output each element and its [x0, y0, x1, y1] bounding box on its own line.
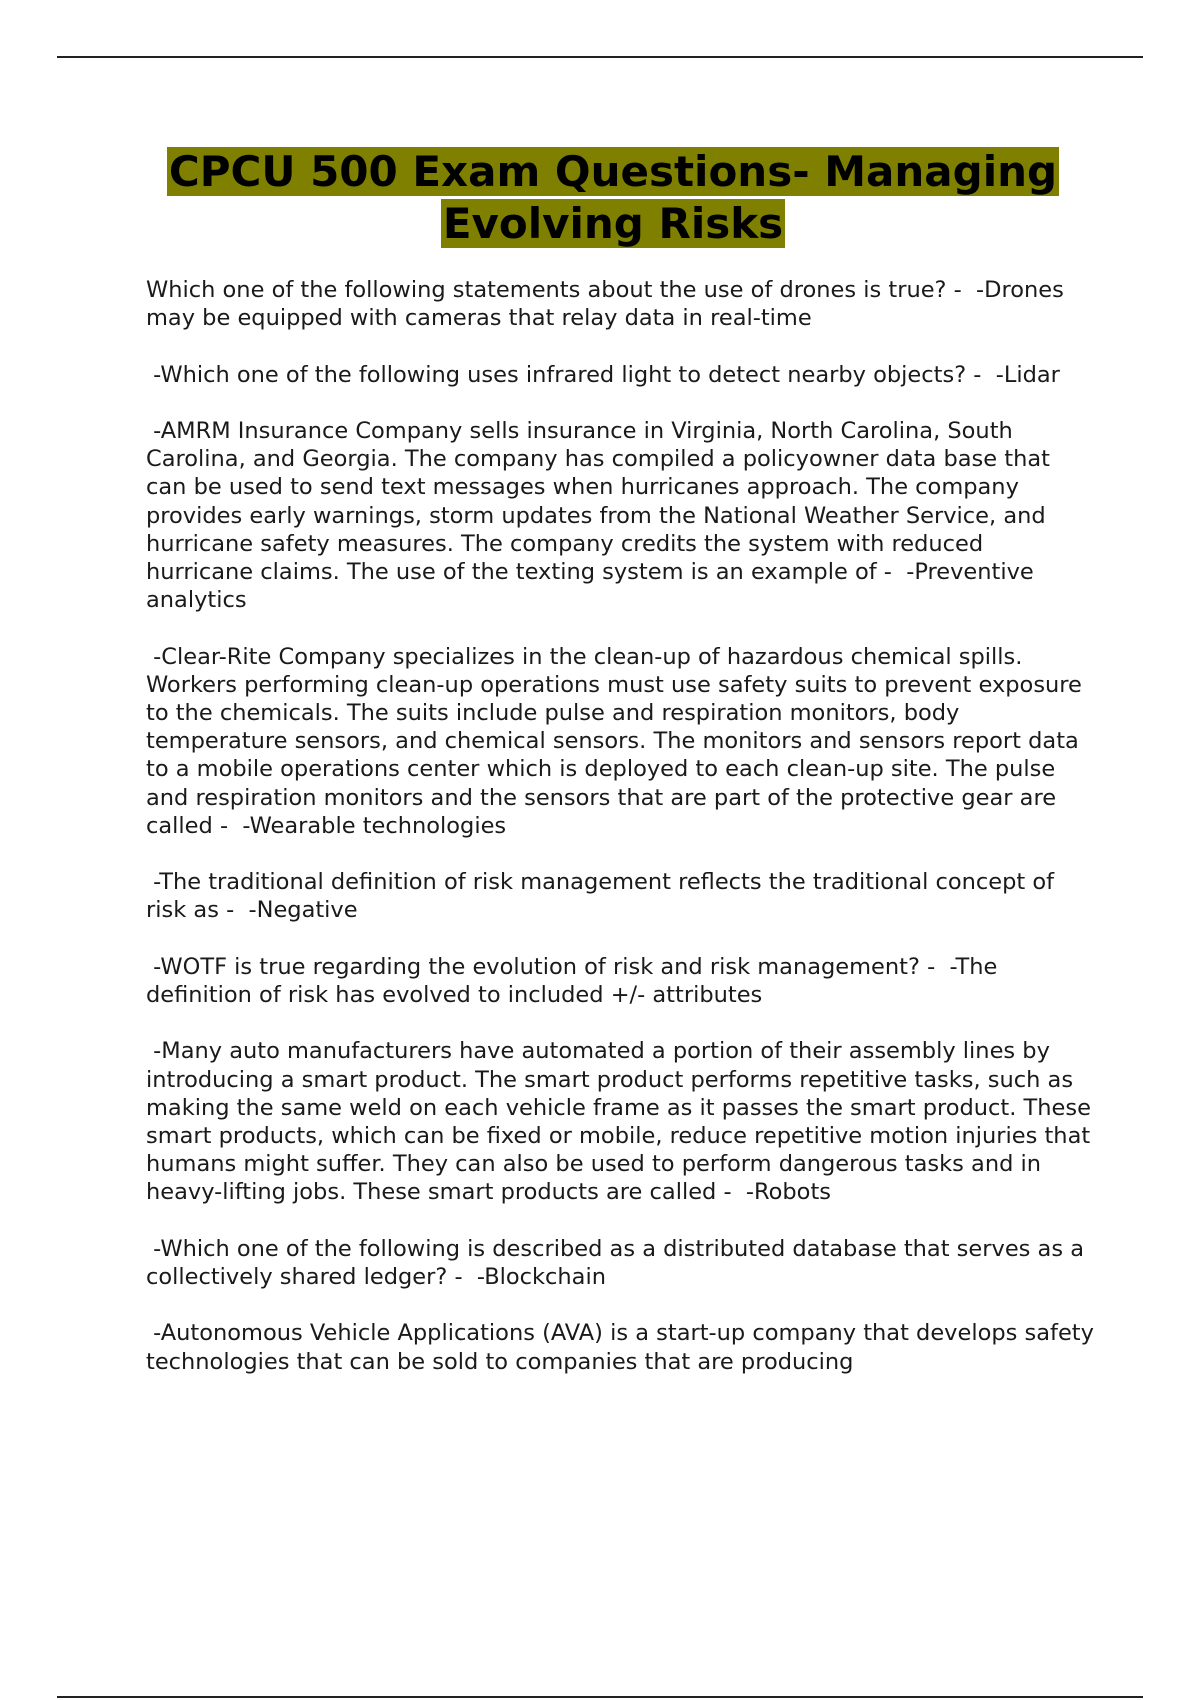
question-item: -AMRM Insurance Company sells insurance in Virginia, North Carolina, South Carolina, and Georgia. The company has compiled a policyowner data base that can be used to send text messages when hurricanes approach. The company provides early warnings, storm updates from the National Weather Service, and hurricane safety measures. The company credits the system with reduced hurricane claims. The use of the texting system is an example of - -Preventive analytics [146, 417, 1058, 614]
question-item: -The traditional definition of risk management reflects the traditional concept of risk as - -Negative [146, 869, 1062, 924]
question-item: -WOTF is true regarding the evolution of risk and risk management? - -The definition of risk has evolved to included +/- attributes [146, 953, 1005, 1008]
question-list [146, 276, 1102, 1404]
page-title-line-2: Evolving Risks [442, 199, 784, 248]
page-title-line-1: CPCU 500 Exam Questions- Managing [168, 147, 1058, 196]
question-item: -Clear-Rite Company specializes in the clean-up of hazardous chemical spills. Workers performing clean-up operations must use safety suits to prevent exposure to the chemicals. The suits include pulse and respiration monitors, body temperature sensors, and chemical sensors. The monitors and sensors report data to a mobile operations center which is deployed to each clean-up site. The pulse and respiration monitors and the sensors that are part of the protective gear are called - -Wearable technologies [146, 643, 1090, 839]
question-item: -Which one of the following uses infrared light to detect nearby objects? - -Lidar [146, 361, 1060, 388]
top-divider [57, 56, 1143, 58]
page-title [140, 146, 1086, 250]
question-item: Which one of the following statements about the use of drones is true? - -Drones may be equipped with cameras that relay data in real-time [146, 277, 1072, 332]
bottom-divider [57, 1696, 1143, 1698]
question-item: -Many auto manufacturers have automated a portion of their assembly lines by introducing a smart product. The smart product performs repetitive tasks, such as making the same weld on each vehicle frame as it passes the smart product. These smart products, which can be fixed or mobile, reduce repetitive motion injuries that humans might suffer. They can also be used to perform dangerous tasks and in heavy-lifting jobs. These smart products are called - -Robots [146, 1038, 1099, 1206]
question-item: -Which one of the following is described as a distributed database that serves as a collectively shared ledger? - -Blockchain [146, 1235, 1092, 1290]
question-item: -Autonomous Vehicle Applications (AVA) is a start-up company that develops safety technologies that can be sold to companies that are producing [146, 1320, 1102, 1375]
